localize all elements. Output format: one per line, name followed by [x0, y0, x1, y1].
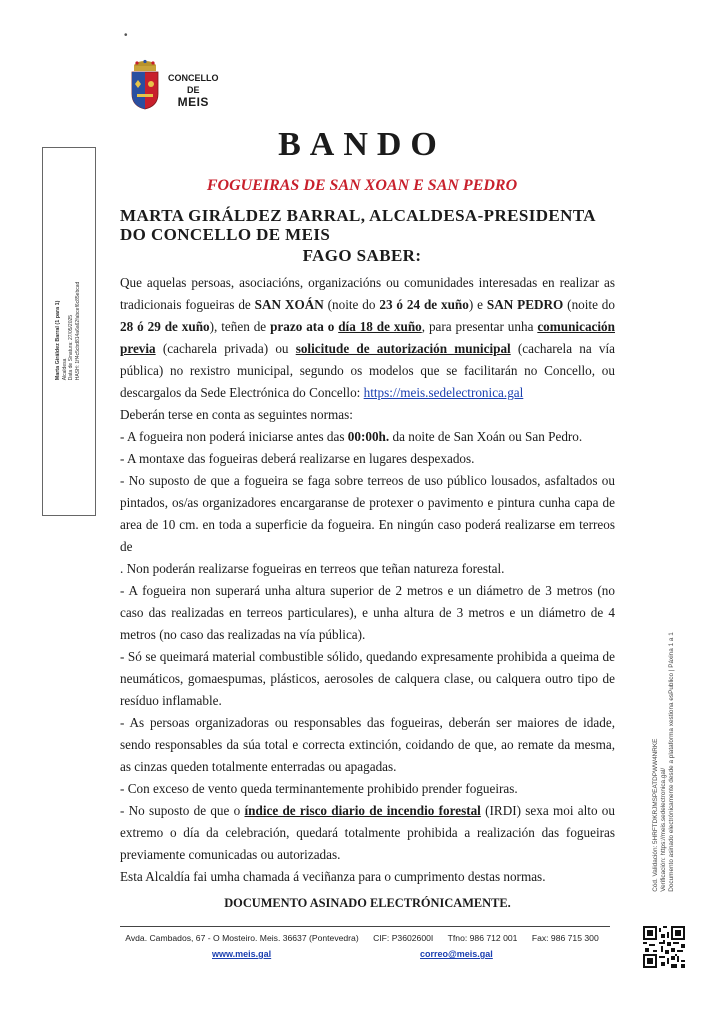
signed-notice: DOCUMENTO ASINADO ELECTRÓNICAMENTE. [224, 896, 511, 910]
email-link[interactable]: correo@meis.gal [420, 949, 493, 959]
footer-fax: Fax: 986 715 300 [531, 933, 599, 943]
signature-date: Data de Sinatura: 27/05/2025 [68, 314, 74, 380]
validation-code: Cód. Validación: 5HRFTDKRJMSPEATDPWW4NRKE [652, 738, 659, 892]
sede-electronica-link[interactable]: https://meis.sedelectronica.gal [363, 385, 524, 400]
validation-margin [636, 612, 692, 912]
footer-divider [120, 926, 610, 927]
rule-3: - No suposto de que a fogueira se faga sobre terreos de uso público lousados, asfaltados ou pintados, os/as organizadores encargaranse de protexer o pavimento e pintura cunha capa de area de 10 cm. en toda a superficie da fogueira. En ningún caso poderá realizarse em terreos de [120, 473, 615, 554]
rules-intro: Deberán terse en conta as seguintes normas: [120, 407, 353, 422]
document-body [120, 272, 615, 914]
stray-mark: • [124, 30, 128, 41]
signer-role: Alcaldesa [61, 358, 68, 380]
rule-4: - A fogueira non superará unha altura superior de 2 metros e un diámetro de 3 metros (no caso das realizadas en terreos particulares), e unha altura de 3 metros e un diámetro de 4 metros (no caso das realizadas na vía pública). [120, 583, 615, 642]
logo-line-de: DE [186, 85, 200, 95]
mayor-heading: MARTA GIRÁLDEZ BARRAL, ALCALDESA-PRESIDENTA DO CONCELLO DE MEIS [120, 206, 596, 244]
rule-8: - No suposto de que o índice de risco diario de incendio forestal (IRDI) sexa moi alto ou extremo o día da celebración, quedará totalmente prohibida a realización das fogueiras previamente comunicadas ou autorizadas. [120, 803, 615, 862]
footer-street: Avda. Cambados, 67 - O Mosteiro. Meis. 36637 (Pontevedra) [125, 933, 359, 943]
rule-3-cont: . Non poderán realizarse fogueiras en terreos que teñan natureza forestal. [120, 561, 505, 576]
rule-2: - A montaxe das fogueiras deberá realizarse en lugares despexados. [120, 451, 475, 466]
fago-saber-heading: FAGO SABER: [302, 246, 422, 265]
logo-line-meis: MEIS [177, 95, 209, 109]
logo-line-concello: CONCELLO [168, 73, 219, 83]
qr-code-icon [643, 926, 685, 968]
rule-5: - Só se queimará material combustible sólido, quedando expresamente prohibida a queima de neumáticos, gomaespumas, plásticos, aerosoles de calquera clase, ou calquera outro tipo de resíduo inflamable. [120, 649, 615, 708]
footer-phone: Tfno: 986 712 001 [447, 933, 518, 943]
intro-paragraph: Que aquelas persoas, asociacións, organizacións ou comunidades interesadas en realizar as tradicionais fogueiras de SAN XOÁN (noite do 23 ó 24 de xuño) e SAN PEDRO (noite do 28 ó 29 de xuño), teñen de prazo ata o día 18 de xuño, para presentar unha comunicación previa (cacharela privada) ou solicitude de autorización municipal (cacharela na vía pública) no rexistro municipal, segundo os modelos que se facilitarán no Concello, ou descargalos da Sede Electrónica do Concello: https://meis.sedelectronica.gal [120, 275, 615, 400]
signer-name: Marta Giráldez Barral (1 para 1) [55, 300, 61, 380]
coat-of-arms-icon [128, 58, 162, 110]
signature-box-text [42, 147, 94, 514]
rule-1: - A fogueira non poderá iniciarse antes das 00:00h. da noite de San Xoán ou San Pedro. [120, 429, 583, 444]
page-title: BANDO [278, 126, 446, 163]
council-logo-text [168, 72, 219, 108]
rule-7: - Con exceso de vento queda terminantemente prohibido prender fogueiras. [120, 781, 518, 796]
website-link[interactable]: www.meis.gal [212, 949, 272, 959]
rule-6: - As persoas organizadoras ou responsables das fogueiras, deberán ser maiores de idade, sendo responsables da súa total e correcta extinción, coidando de que, ao remate da mesma, as cinzas queden totalmente enterradas ou apagadas. [120, 715, 615, 774]
closing-paragraph: Esta Alcaldía fai umha chamada á veciñanza para o cumprimento destas normas. [120, 869, 546, 884]
page-subtitle: FOGUEIRAS DE SAN XOAN E SAN PEDRO [206, 177, 518, 194]
footer-cif: CIF: P3602600I [373, 933, 434, 943]
footer-address [0, 933, 724, 943]
verification-url: Verificación: https://meis.sedelectronica.gal/ [660, 767, 667, 892]
signature-hash: HASH: 1ff4c5cbd814a6a62fabcef6c85ebcad [74, 281, 81, 380]
platform-note: Documento asinado electrónicamente desde a plataforma xestiona esPublico | Páxina 1 a 1 [668, 632, 675, 892]
